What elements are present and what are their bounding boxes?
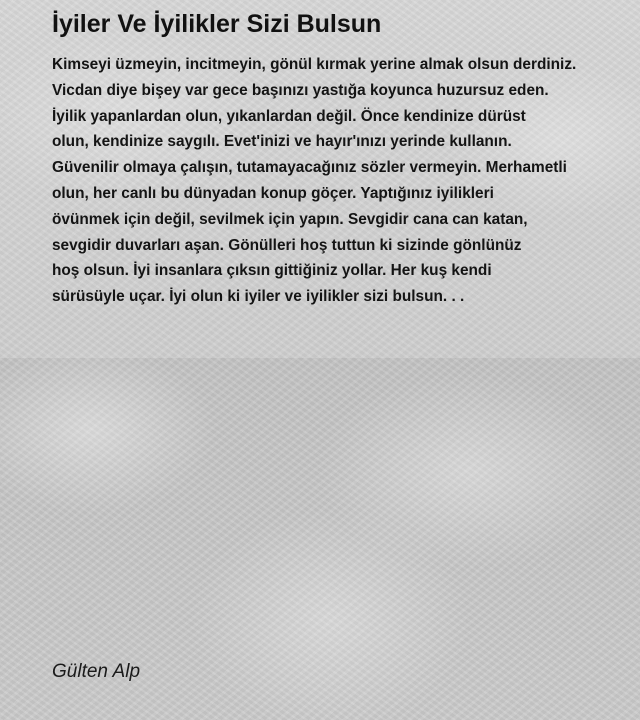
- poem-line: Kimseyi üzmeyin, incitmeyin, gönül kırmak yerine almak olsun derdiniz.: [52, 56, 577, 73]
- poem-body: [52, 52, 612, 310]
- poem-line: Güvenilir olmaya çalışın, tutamayacağınız sözler vermeyin. Merhametli: [52, 159, 567, 177]
- poem-line: Vicdan diye bişey var gece başınızı yastığa koyunca huzursuz eden.: [52, 81, 549, 99]
- poem-line: olun, her canlı bu dünyadan konup göçer. Yaptığınız iyilikleri: [52, 184, 494, 202]
- poem-line: övünmek için değil, sevilmek için yapın. Sevgidir cana can katan,: [52, 210, 528, 228]
- poem-title: İyiler Ve İyilikler Sizi Bulsun: [52, 10, 382, 38]
- poem-line: olun, kendinize saygılı. Evet'inizi ve hayır'ınızı yerinde kullanın.: [52, 133, 512, 151]
- poem-line: hoş olsun. İyi insanlara çıksın gittiğiniz yollar. Her kuş kendi: [52, 262, 492, 280]
- author-name: Gülten Alp: [52, 661, 141, 682]
- poem-line: sevgidir duvarları aşan. Gönülleri hoş tuttun ki sizinde gönlünüz: [52, 236, 522, 254]
- poem-line: sürüsüyle uçar. İyi olun ki iyiler ve iyilikler sizi bulsun. . .: [52, 288, 465, 306]
- poem-line: İyilik yapanlardan olun, yıkanlardan değil. Önce kendinize dürüst: [52, 107, 526, 125]
